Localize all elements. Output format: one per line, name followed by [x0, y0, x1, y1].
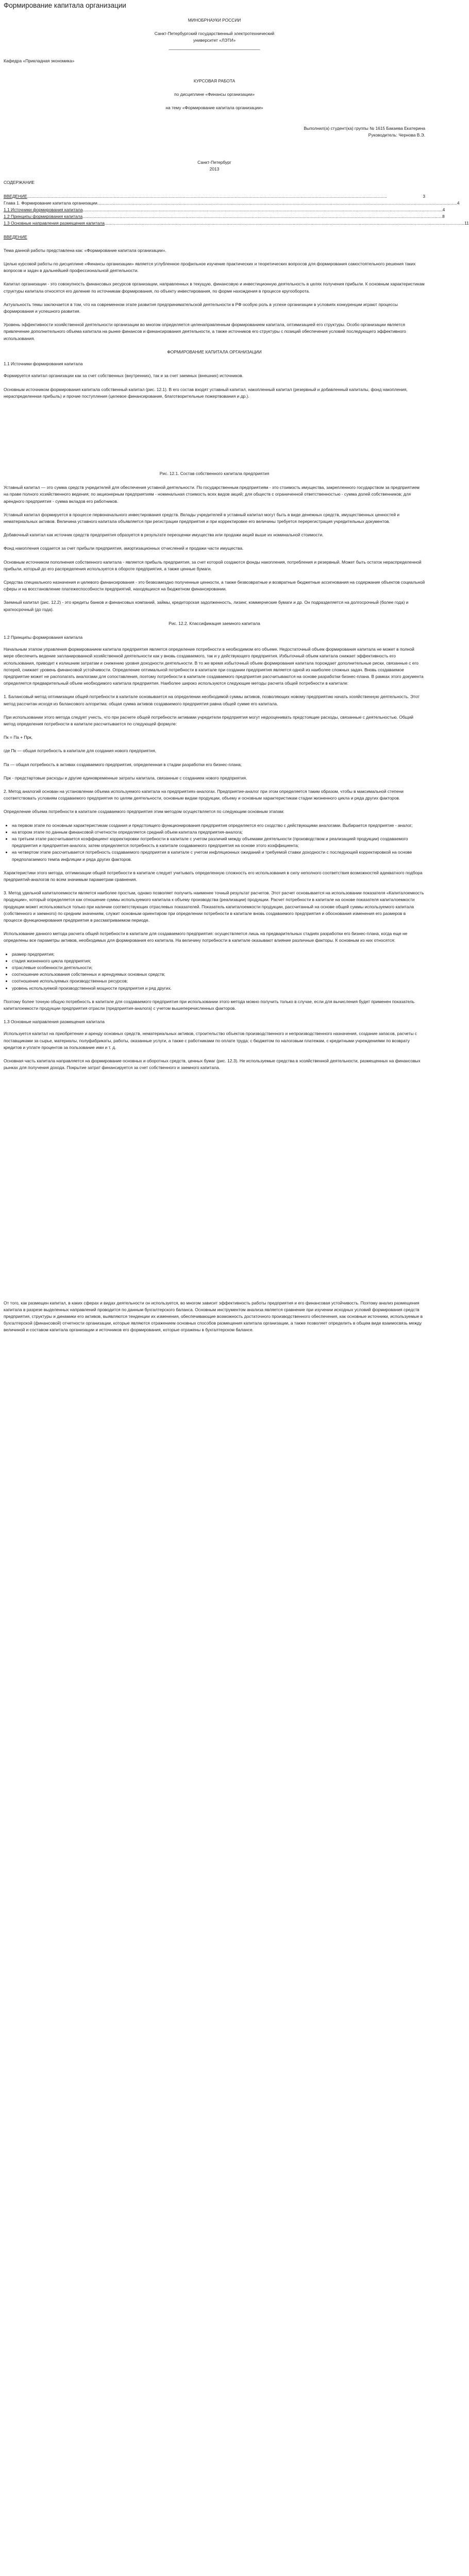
- toc-row-dots: ............................................................................................................................................................................................................................................................................................................: [82, 214, 443, 219]
- list-item: • на первом этапе по основным характеристикам создания и предстоящего функционирования предприятия определяется его сходство с действующими аналогами. Выбирается предприятие - аналог;: [12, 822, 425, 829]
- paragraph: Основная часть капитала направляется на формирование основных и оборотных средств, ценных бумаг (рис. 12.3). Не используемые средства в хозяйственной деятельности, размещенных на финансовых рынках для получения дохода. Покрытие затрат финансируется за счет собственного и заемного капитала.: [4, 1058, 421, 1071]
- paragraph: 3. Метод удельной капиталоемкости является наиболее простым, однако позволяет получить наименее точный результат расчетов. Этот расчет основывается на использовании показателя «Капиталоемкость продукции», который определяется как отношение суммы используемого капитала к объему производства (реализации) продукции. Расчет потребности в капитале на основе показателя капиталоемкости продукции может использоваться только при наличии соответствующих отраслевых показателей. Показатель капиталоемкости продукции, рассчитанный на основе общей суммы используемого капитала (собственного и заемного) по средним значениям, служит основным ориентиром при определении потребности в капитале вновь создаваемого предприятия и обоснования изменения его размеров в процессе функционирования предприятия в рассматриваемом периоде.: [4, 890, 424, 923]
- paragraph: Уровень эффективности хозяйственной деятельности организации во многом определяется целенаправленным формированием капитала, оптимизацией его структуры. Особо организации является привлечение дополнительного объема капитала на рынке финансов и финансирования деятельности, а также источников его структуры с позиций обеспечения условий последующего эффективного использования.: [4, 322, 406, 341]
- intro-heading: ВВЕДЕНИЕ: [4, 234, 27, 240]
- list-item: • отраслевые особенности деятельности;: [12, 964, 425, 971]
- title-page: [4, 17, 425, 173]
- section-1-2-factors-list: [4, 951, 425, 992]
- paragraph: Основным источником пополнения собственного капитала - является прибыль предприятия, за счет которой создаются фонды накопления, потребления и резервный. Может быть остаток нераспределенной прибыли, который до его распределения используется в обороте предприятия, а также ценные бумаги.: [4, 559, 422, 571]
- paragraph: где Пк — общая потребность в капитале для создания нового предприятия,: [4, 748, 157, 754]
- toc-row-dots: ............................................................................................................................................................................................................................................................................................................: [97, 200, 457, 206]
- figure-12-3-area: [4, 1078, 425, 1300]
- section-1-3-closing-paragraphs: [4, 1300, 425, 1334]
- paragraph: Па — общая потребность в активах создаваемого предприятия, определенная в стадии разработки его бизнес-плана;: [4, 761, 242, 767]
- document-title: Формирование капитала организации: [4, 2, 126, 9]
- paragraph: Характеристики этого метода, оптимизации общей потребности в капитале следует учитывать определенную сложность его использования в силу неполного соответствия возможностей адекватного подбора предприятий-аналогов по всем значимым параметрам сравнения.: [4, 870, 423, 883]
- toc-rows: [4, 193, 469, 227]
- list-item: • соотношение использования собственных и арендуемых основных средств;: [12, 971, 425, 978]
- section-1-2: [4, 634, 425, 1012]
- paragraph: Использование данного метода расчета общей потребности в капитале для создаваемого предприятия: осуществляется лишь на предварительных стадиях разработки его бизнес-плана, когда еще не определены все параметры активов, необходимых для формирования его капитала. На величину потребности в капитале оказывают влияние различные факторы. К основным из них относятся:: [4, 931, 408, 943]
- toc-row-label: ВВЕДЕНИЕ: [4, 193, 27, 199]
- paragraph: Уставный капитал — это сумма средств учредителей для обеспечения уставной деятельности. По государственным предприятиям - это стоимость имущества, закрепленного государством за предприятием на праве полного хозяйственного ведения; по акционерным предприятиям - номинальная стоимость всех видов акций; для обществ с ограниченной ответственностью - сумма долей собственников; для арендного предприятия - сумма вкладов его работников.: [4, 485, 420, 504]
- topic-line: на тему «Формирование капитала организации»: [165, 105, 263, 111]
- paragraph: Прк - предстартовые расходы и другие единовременные затраты капитала, связанные с созданием нового предприятия.: [4, 775, 247, 781]
- list-item: • на третьем этапе рассчитывается коэффициент корректировки потребности в капитале с учетом различий между объемами деятельности (производством и реализацией продукции) создаваемого предприятия и предприятия-аналога; затем определяется потребность в капитале создаваемого предприятия на основе этого коэффициента;: [12, 836, 425, 849]
- paragraph: Пк = Па + Прк,: [4, 735, 33, 740]
- chapter-1-heading: ФОРМИРОВАНИЕ КАПИТАЛА ОРГАНИЗАЦИИ: [167, 349, 262, 354]
- paragraph: Формируется капитал организации как за счет собственных (внутренних), так и за счет заемных (внешних) источников.: [4, 373, 244, 379]
- work-type: КУРСОВАЯ РАБОТА: [193, 78, 236, 84]
- university-line-2: университет «ЛЭТИ»: [193, 38, 236, 43]
- section-1-3-heading: 1.3 Основные направления размещения капитала: [4, 1019, 105, 1025]
- toc-row-label: Глава 1. Формирование капитала организации: [4, 200, 97, 206]
- section-1-2-heading: 1.2 Принципы формирования капитала: [4, 634, 83, 640]
- list-item: • на четвертом этапе рассчитывается потребность создаваемого предприятия в капитале с учетом инфляционных ожиданий и требуемой ставки доходности с последующей корректировкой на основе предполагаемого темпа инфляции и ряда других факторов.: [12, 849, 425, 862]
- section-1-2-paragraphs-3: [4, 998, 425, 1012]
- ministry-line: МИНОБРНАУКИ РОССИИ: [188, 18, 241, 23]
- paragraph: Добавочный капитал как источник средств предприятия образуется в результате переоценки имущества или продажи акций выше их номинальной стоимости.: [4, 532, 324, 538]
- paragraph: Определение объема потребности в капитале создаваемого предприятия этим методом осуществляется по следующим основным этапам:: [4, 809, 284, 815]
- department-line: Кафедра «Прикладная экономика»: [4, 58, 75, 63]
- toc-row-page: 4: [442, 207, 445, 213]
- paragraph: Уставный капитал формируется в процессе первоначального инвестирования средств. Вклады учредителей в уставный капитал могут быть в виде денежных средств, имущественных ценностей и нематериальных активов. Величина уставного капитала объявляется при регистрации предприятия и при корректировке его величины требуется перерегистрация учредительных документов.: [4, 512, 400, 524]
- toc-row[interactable]: [4, 207, 445, 213]
- toc-row[interactable]: [4, 193, 425, 200]
- section-1-3-paragraphs: [4, 1030, 425, 1071]
- toc-row-page: 3: [423, 193, 425, 199]
- paragraph: Целью курсовой работы по дисциплине «Финансы организации» является углубленное профильное изучение практических и теоретических вопросов для формирования самостоятельного решения таких вопросов и задач в дальнейшей профессиональной деятельности.: [4, 261, 416, 274]
- list-item: • соотношение используемых производственных ресурсов;: [12, 978, 425, 985]
- paragraph: Основным источником формирования капитала собственный капитал (рис. 12.1). В его состав входят уставный капитал, накопленный капитал (резервный и добавленный капиталы, фонд накопления, нераспределенная прибыль) и прочие поступления (целевое финансирование, благотворительные пожертвования и др.).: [4, 386, 408, 399]
- toc-row-dots: ............................................................................................................................................................................................................................................................................................................: [27, 193, 387, 199]
- figure-12-1-area: [4, 406, 425, 463]
- list-item: • размер предприятия;: [12, 951, 425, 958]
- section-1-2-paragraphs: [4, 646, 425, 815]
- supervisor-line: Руководитель: Чернова В.Э.: [368, 132, 425, 138]
- toc-row-label: 1.2 Принципы формирования капитала: [4, 214, 83, 219]
- toc-row[interactable]: [4, 213, 445, 220]
- toc-row-dots: ............................................................................................................................................................................................................................................................................................................: [104, 221, 464, 226]
- toc-heading: СОДЕРЖАНИЕ: [4, 180, 35, 185]
- toc-row-label: 1.3 Основные направления размещения капитала: [4, 221, 105, 226]
- document-page: [0, 2, 469, 1361]
- list-item: • на втором этапе по данным финансовой отчетности определяется средний объем капитала предприятия-аналога;: [12, 829, 425, 836]
- paragraph: Капитал организации - это совокупность финансовых ресурсов организации, направленных в текущую, финансовую и инвестиционную деятельность в целях получения прибыли. К основным характеристикам структуры капитала относятся его деление по источникам формирования, по объекту инвестирования, по форме нахождения в процессе кругооборота.: [4, 281, 425, 294]
- list-item: • уровень используемой производственной мощности предприятия и ряд других.: [12, 985, 425, 992]
- section-1-1: [4, 361, 425, 627]
- toc-row[interactable]: [4, 220, 469, 227]
- section-1-1-continued-paragraphs: [4, 484, 425, 613]
- introduction-section: [4, 234, 425, 342]
- discipline-line: по дисциплине «Финансы организации»: [174, 92, 255, 97]
- section-1-1-paragraphs: [4, 372, 425, 400]
- paragraph: При использовании этого метода следует учесть, что при расчете общей потребности активами учредители предприятия могут недооценивать предстоящие расходы, связанные с деятельностью. Общий метод определения потребности в капитале рассчитывается по следующей формуле:: [4, 714, 413, 726]
- figure-12-2-caption: Рис. 12.2. Классификация заемного капитала: [169, 620, 260, 626]
- toc-row[interactable]: [4, 200, 460, 207]
- university-rule: ______________________________________: [169, 44, 260, 50]
- paragraph: От того, как размещен капитал, в каких сферах и видах деятельности он используется, во многом зависит эффективность работы предприятия и его финансовая устойчивость. Поэтому анализ размещения капитала в разрезе выделенных направлений проводится по данным бухгалтерского баланса. Основным инструментом анализа является сравнение при изучении исходных условий формирования средств предприятия, структуры и динамики его активов, выявляются тенденции их изменения, обеспечивающие возможность достаточного производственного обеспечения, как основные источники, используемые в бухгалтерской (финансовой) отчетности организации, которые являются отражением основных способов размещения капитала организации, а также позволяет определить в общем виде взаимосвязь между величиной и составом капитала организации и источников его формирования, которые отражены в бухгалтерском балансе.: [4, 1300, 423, 1333]
- toc-row-page: 11: [464, 221, 469, 226]
- author-line: Выполнил(а) студент(ка) группы № 1615 Бакаева Екатерина: [304, 125, 425, 131]
- intro-paragraphs: [4, 247, 425, 342]
- toc-row-page: 8: [442, 214, 445, 219]
- section-1-3: [4, 1019, 425, 1333]
- toc-row-label: 1.1 Источники формирования капитала: [4, 207, 83, 213]
- section-1-1-heading: 1.1 Источники формирования капитала: [4, 361, 83, 367]
- city-line: Санкт-Петербург: [197, 160, 231, 165]
- paragraph: 2. Метод аналогий основан на установлении объема используемого капитала на предприятиях-аналогах. Предприятие-аналог при этом определяется таким образом, чтобы в максимальной степени соответствовать условиям создаваемого предприятия по целям деятельности, основным видам продукции, объему и основным характеристикам стадии жизненного цикла и ряда других факторов.: [4, 789, 404, 801]
- section-1-2-stages-list: [4, 822, 425, 863]
- list-item: • стадия жизненного цикла предприятия;: [12, 958, 425, 964]
- paragraph: Средства специального назначения и целевого финансирования - это безвозмездно полученные ценности, а также безвозвратные и возвратные бюджетные ассигнования на содержание объектов социальной сферы и на восстановление платежеспособности предприятий, находящихся на бюджетном финансировании.: [4, 579, 425, 592]
- table-of-contents: [4, 179, 469, 227]
- paragraph: Заемный капитал (рис. 12.2) - это кредиты банков и финансовых компаний, займы, кредиторская задолженность, лизинг, коммерческие бумаги и др. Он подразделяется на долгосрочный (более года) и краткосрочный (до года).: [4, 600, 409, 612]
- paragraph: Используется капитал на приобретение и аренду основных средств, нематериальных активов, строительство объектов производственного и непроизводственного назначения, создание запасов, расчеты с поставщиками за сырье, материалы, полуфабрикаты, работы, оказанные услуги, а также с работниками по оплате труда; с бюджетом по налоговым платежам, с кредитными учреждениями по возврату кредитов и уплате процентов за пользование ими и т. д.: [4, 1031, 417, 1050]
- figure-12-1-caption: Рис. 12.1. Состав собственного капитала предприятия: [159, 470, 270, 476]
- paragraph: Актуальность темы заключается в том, что на современном этапе развития предпринимательской деятельности в РФ особую роль в успехе организации в условиях конкуренции играют процессы формирования и успешного развития.: [4, 301, 398, 314]
- paragraph: Поэтому более точную общую потребность в капитале для создаваемого предприятия при использовании этого метода можно получить только в случае, если для вычисления будет применен показатель капиталоемкости продукции предприятия отрасли (предприятия-аналога) с учетом вышеперечисленных факторов.: [4, 998, 415, 1011]
- toc-row-dots: ............................................................................................................................................................................................................................................................................................................: [82, 207, 443, 213]
- paragraph: Начальным этапом управления формированием капитала предприятия является определение потребности в необходимом его объеме. Недостаточный объем формирования капитала не может в полной мере обеспечить ведение запланированной хозяйственной деятельности как у вновь создаваемого, так и у действующего предприятия. Избыточный объем капитала снижает эффективность его использования, приводит к излишним затратам и снижению уровня доходности деятельности. В то же время избыточный объем формирования капитала порождает дополнительные риски, связанные с его потерей, снижает уровень финансовой устойчивости. Определение оптимальной потребности в капитале при создании предприятия является одной из наиболее сложных задач. Вновь создаваемое предприятие может не располагать аналогами для сопоставления, поэтому потребности в капитале создаваемого предприятия рассчитываются на основе разработки бизнес-плана. В рамках этого документа определяется предварительный объем необходимого капитала предприятия. Наиболее широко используются следующие методы расчета общей потребности в капитале:: [4, 647, 424, 686]
- paragraph: Тема данной работы представлена как: «Формирование капитала организации».: [4, 247, 166, 253]
- toc-row-page: 4: [457, 200, 460, 206]
- paragraph: Фонд накопления создается за счет прибыли предприятия, амортизационных отчислений и продажи части имущества.: [4, 546, 244, 551]
- year-line: 2013: [209, 166, 220, 172]
- university-line-1: Санкт-Петербургский государственный электротехнический: [154, 31, 275, 37]
- paragraph: 1. Балансовый метод оптимизации общей потребности в капитале основывается на определении необходимой суммы активов, позволяющих новому предприятию начать хозяйственную деятельность. Этот метод рассчитан исходя из балансового алгоритма: общая сумма активов создаваемого предприятия равна общей сумме его капитала.: [4, 694, 420, 706]
- section-1-2-paragraphs-2: [4, 870, 425, 944]
